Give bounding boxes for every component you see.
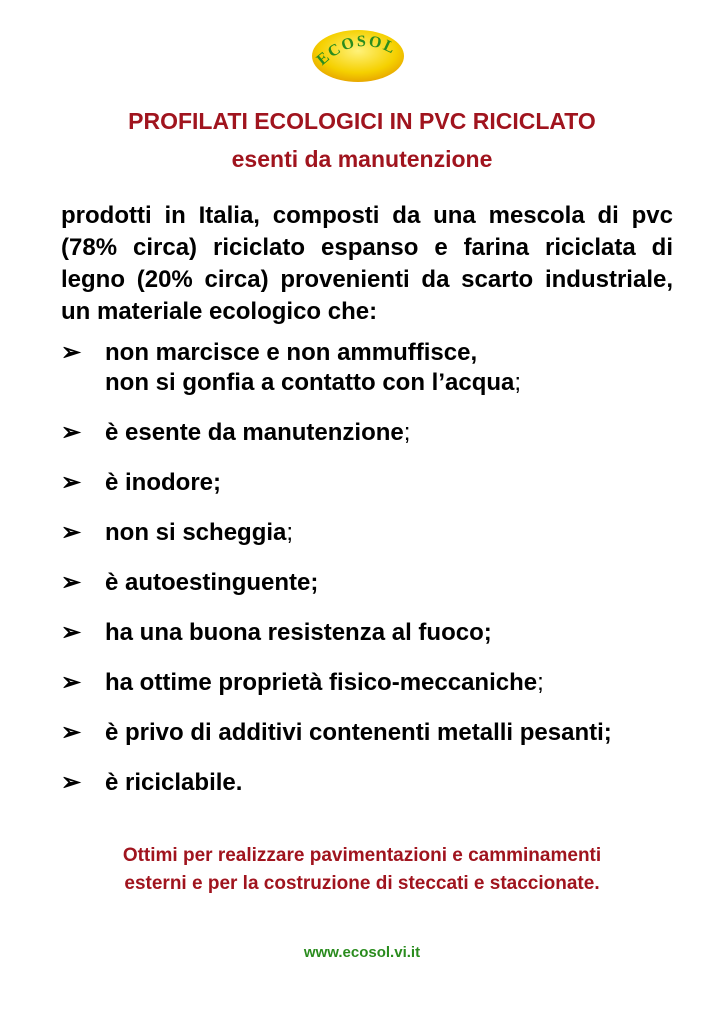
feature-trail: ;	[537, 669, 544, 696]
closing-line-2: esterni e per la costruzione di steccati e staccionate.	[124, 873, 600, 894]
feature-text: non marcisce e non ammuffisce,	[105, 339, 478, 366]
feature-trail: ;	[514, 369, 522, 396]
closing-line-1: Ottimi per realizzare pavimentazioni e camminamenti	[122, 845, 602, 866]
list-item	[61, 618, 691, 648]
feature-text: è esente da manutenzione	[105, 419, 404, 446]
arrow-bullet-icon: ➢	[61, 339, 82, 366]
arrow-bullet-icon: ➢	[61, 519, 82, 546]
feature-text: è privo di additivi contenenti metalli pesanti;	[105, 719, 612, 746]
arrow-bullet-icon: ➢	[61, 569, 82, 596]
closing-statement	[0, 842, 724, 898]
list-item	[61, 418, 691, 448]
feature-text: è inodore;	[105, 469, 222, 496]
feature-trail: ;	[403, 419, 411, 446]
feature-text: è autoestinguente;	[105, 569, 319, 596]
feature-trail: ;	[286, 519, 294, 546]
list-item	[61, 668, 691, 698]
ecosol-logo	[310, 26, 406, 84]
feature-text: ha una buona resistenza al fuoco;	[105, 619, 492, 646]
website-link[interactable]: www.ecosol.vi.it	[303, 944, 421, 961]
page-subtitle: esenti da manutenzione	[231, 146, 493, 172]
arrow-bullet-icon: ➢	[61, 769, 82, 796]
arrow-bullet-icon: ➢	[61, 419, 82, 446]
page-title: PROFILATI ECOLOGICI IN PVC RICICLATO	[128, 108, 596, 134]
intro-paragraph: prodotti in Italia, composti da una mescola di pvc (78% circa) riciclato espanso e farina riciclata di legno (20% circa) provenienti da scarto industriale, un materiale ecologico che:	[61, 202, 673, 325]
feature-text: ha ottime proprietà fisico-meccaniche	[105, 669, 538, 696]
list-item	[61, 518, 691, 548]
list-item	[61, 768, 691, 798]
list-item	[61, 568, 691, 598]
feature-text-line2: non si gonfia a contatto con l’acqua	[105, 369, 515, 396]
list-item	[61, 718, 691, 748]
list-item	[61, 338, 691, 398]
feature-list	[61, 338, 691, 818]
feature-text: non si scheggia	[105, 519, 287, 546]
arrow-bullet-icon: ➢	[61, 669, 82, 696]
arrow-bullet-icon: ➢	[61, 619, 82, 646]
arrow-bullet-icon: ➢	[61, 469, 82, 496]
svg-text:ECOSOL: ECOSOL	[313, 32, 400, 69]
feature-text: è riciclabile.	[105, 769, 243, 796]
list-item	[61, 468, 691, 498]
arrow-bullet-icon: ➢	[61, 719, 82, 746]
